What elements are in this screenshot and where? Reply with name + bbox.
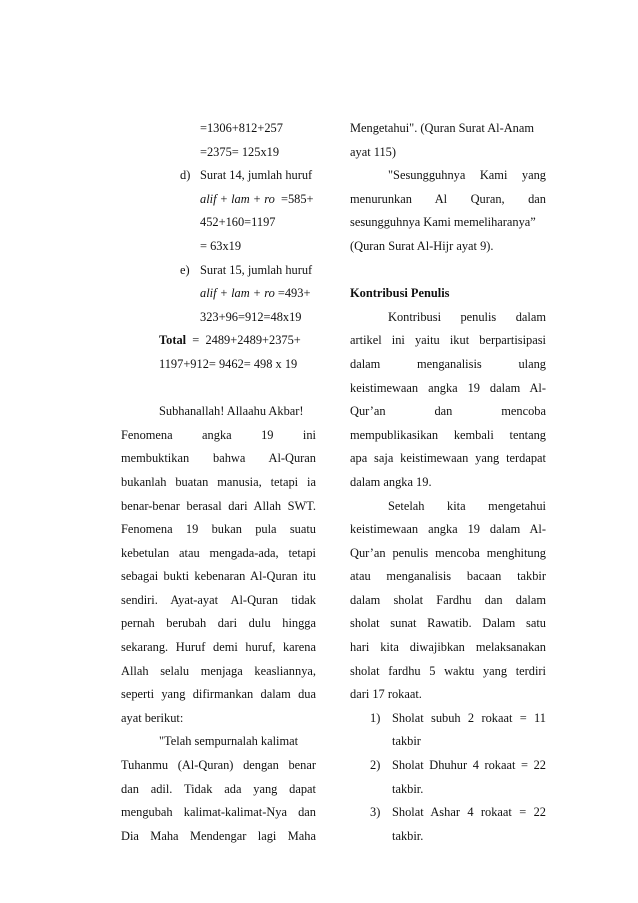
quote-al-anam-cont: [350, 117, 546, 164]
list-text: Sholat Ashar 4 rokaat = 22: [392, 805, 546, 820]
para-line: apa saja keistimewaan yang terdapat: [350, 451, 546, 466]
heading-text: Kontribusi Penulis: [350, 286, 450, 301]
para-line: seperti yang difirmankan dalam dua: [121, 687, 316, 702]
list-number: 1): [370, 710, 381, 725]
total-line-2: 1197+912= 9462= 498 x 19: [159, 356, 298, 371]
para-line: dalam sholat Fardhu dan dalam: [350, 592, 546, 607]
quote-al-anam: [121, 730, 316, 848]
para-line: Qur’an dan mencoba: [350, 404, 546, 419]
para-line: kebetulan atau mengada-ada, tetapi: [121, 545, 316, 560]
para-line: ayat berikut:: [121, 710, 184, 725]
item-e: [121, 259, 316, 283]
item-d-formula: [121, 188, 316, 212]
para-line: keistimewaan angka 19 dalam Al-: [350, 380, 546, 395]
para-line: hari kita diwajibkan melaksanakan: [350, 640, 546, 655]
para-line: sholat sunat Rawatib. Dalam satu: [350, 616, 546, 631]
list-item: [350, 801, 546, 848]
quote-line: ayat 115): [350, 144, 396, 159]
quote-line: Mengetahui". (Quran Surat Al-Anam: [350, 121, 534, 135]
para-line: pernah berubah dari dulu hingga: [121, 616, 316, 631]
para-line: membuktikan bahwa Al-Quran: [121, 451, 316, 466]
list-item: [350, 707, 546, 754]
formula-italic: alif + lam + ro: [200, 191, 275, 206]
quote-line: "Telah sempurnalah kalimat: [159, 734, 299, 749]
total-label: Total: [159, 333, 187, 348]
quote-line: Tuhanmu (Al-Quran) dengan benar: [121, 758, 316, 773]
total-line: [121, 329, 316, 353]
calc-line: =2375= 125x19: [200, 144, 280, 159]
para-line: Kontribusi penulis dalam: [388, 309, 546, 324]
quote-line: dan adil. Tidak ada yang dapat: [121, 781, 316, 796]
quote-line: menurunkan Al Quran, dan: [350, 191, 546, 206]
para-line: artikel ini yaitu ikut berpartisipasi: [350, 333, 546, 348]
item-e-formula: [121, 282, 316, 306]
item-e-text: Surat 15, jumlah huruf: [200, 262, 313, 277]
list-item: [350, 754, 546, 801]
quote-line: "Sesungguhnya Kami yang: [388, 168, 546, 183]
list-text: takbir.: [392, 828, 424, 843]
para-line: sholat fardhu 5 waktu yang terdiri: [350, 663, 546, 678]
para-line: sekarang. Huruf demi huruf, karena: [121, 640, 316, 655]
section-heading: [350, 282, 546, 306]
takbir-list: [350, 707, 546, 849]
quote-al-hijr: [350, 164, 546, 258]
formula-rest: =493+: [274, 286, 311, 301]
para-line: Fenomena 19 bukan pula suatu: [121, 522, 316, 537]
quote-line: sesungguhnya Kami memeliharanya”: [350, 215, 536, 230]
total-value: = 2489+2489+2375+: [186, 333, 301, 348]
para-line: dalam menganalisis ulang: [350, 356, 546, 371]
quote-line: Dia Maha Mendengar lagi Maha: [121, 828, 316, 843]
paragraph-fenomena: [121, 400, 316, 730]
para-line: Allah selalu menjaga keasliannya,: [121, 663, 316, 678]
right-column: [350, 117, 546, 848]
para-line: Setelah kita mengetahui: [388, 498, 546, 513]
para-line: Subhanallah! Allaahu Akbar!: [159, 404, 304, 419]
calc-line: =1306+812+257: [200, 121, 283, 135]
para-line: sebagai bukti kebenaran Al-Quran itu: [121, 569, 316, 584]
list-text: takbir: [392, 734, 421, 749]
quote-line: mengubah kalimat-kalimat-Nya dan: [121, 805, 316, 820]
para-line: keistimewaan angka 19 dalam Al-: [350, 522, 546, 537]
para-line: atau menganalisis bacaan takbir: [350, 569, 546, 584]
item-d-text: Surat 14, jumlah huruf: [200, 168, 313, 183]
list-text: takbir.: [392, 781, 424, 796]
item-e-result: 323+96=912=48x19: [200, 309, 302, 324]
para-line: Fenomena angka 19 ini: [121, 427, 316, 442]
left-column: [121, 117, 316, 848]
para-line: mempublikasikan kembali tentang: [350, 427, 546, 442]
list-text: Sholat subuh 2 rokaat = 11: [392, 710, 546, 725]
paragraph-kontribusi: [350, 306, 546, 495]
formula-rest: =585+: [274, 191, 314, 206]
para-line: dari 17 rokaat.: [350, 687, 422, 702]
item-d-sum: 452+160=1197: [200, 215, 276, 230]
item-d-label: d): [180, 168, 191, 183]
para-line: bukanlah buatan manusia, tetapi ia: [121, 474, 316, 489]
list-text: Sholat Dhuhur 4 rokaat = 22: [392, 758, 546, 773]
para-line: Qur’an penulis mencoba menghitung: [350, 545, 546, 560]
list-number: 2): [370, 758, 381, 773]
quote-line: (Quran Surat Al-Hijr ayat 9).: [350, 238, 494, 253]
para-line: benar-benar berasal dari Allah SWT.: [121, 498, 316, 513]
item-e-label: e): [180, 262, 190, 277]
formula-italic: alif + lam + ro: [200, 286, 275, 301]
item-d: [121, 164, 316, 188]
list-number: 3): [370, 805, 381, 820]
para-line: sendiri. Ayat-ayat Al-Quran tidak: [121, 592, 316, 607]
para-line: dalam angka 19.: [350, 474, 432, 489]
paragraph-setelah: [350, 495, 546, 707]
item-d-result: = 63x19: [200, 238, 242, 253]
